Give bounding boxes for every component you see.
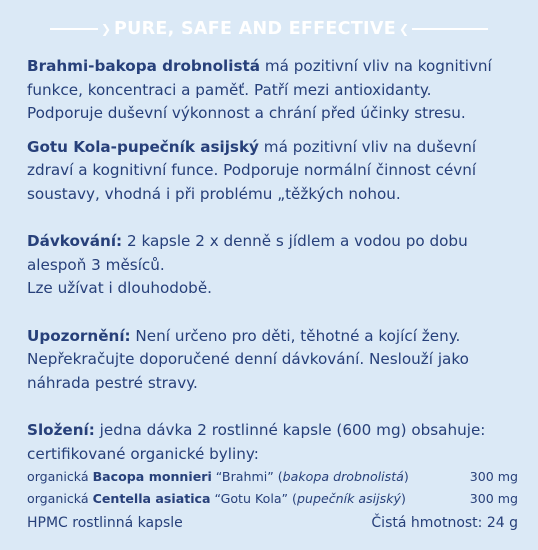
capsule-type: HPMC rostlinná kapsle bbox=[27, 515, 183, 531]
ingredient-local: bakopa drobnolistá bbox=[282, 469, 404, 484]
dosage-text-2: alespoň 3 měsíců. bbox=[27, 255, 165, 274]
dosage-text-1: 2 kapsle 2 x denně s jídlem a vodou po dobu bbox=[122, 232, 468, 250]
brahmi-name: Brahmi-bakopa drobnolistá bbox=[27, 57, 260, 75]
dosage-paragraph bbox=[27, 230, 527, 301]
section-header bbox=[0, 12, 538, 46]
composition-label: Složení: bbox=[27, 421, 95, 439]
page-title: PURE, SAFE AND EFFECTIVE bbox=[114, 19, 396, 39]
warning-label: Upozornění: bbox=[27, 326, 131, 345]
gotu-name: Gotu Kola-pupečník asijský bbox=[27, 137, 259, 156]
ingredient-latin: Bacopa monnieri bbox=[92, 469, 212, 484]
net-weight: Čistá hmotnost: 24 g bbox=[371, 515, 518, 531]
ingredient-prefix: organická bbox=[27, 469, 93, 484]
ingredient-close: ) bbox=[403, 469, 409, 484]
label-footer bbox=[27, 513, 518, 533]
header-rule-right bbox=[412, 28, 488, 30]
gotu-text-2: zdraví a kognitivní funce. Podporuje normální činnost cévní bbox=[27, 161, 477, 179]
chevron-left-icon: ❮ bbox=[398, 22, 410, 36]
gotu-paragraph bbox=[27, 136, 527, 207]
ingredient-row bbox=[27, 488, 518, 510]
ingredient-trade: “Brahmi” ( bbox=[211, 469, 283, 484]
ingredient-close: ) bbox=[401, 491, 406, 506]
gotu-text-1: má pozitivní vliv na duševní bbox=[258, 137, 477, 156]
composition-text-2: certifikované organické byliny: bbox=[27, 444, 259, 463]
brahmi-text-2: funkce, koncentraci a paměť. Patří mezi antioxidanty. bbox=[27, 80, 432, 99]
chevron-right-icon: ❯ bbox=[100, 22, 111, 36]
brahmi-text-1: má pozitivní vliv na kognitivní bbox=[260, 57, 492, 75]
warning-text-1: Není určeno pro děti, těhotné a kojící ženy. bbox=[130, 326, 461, 345]
brahmi-paragraph bbox=[27, 55, 527, 126]
composition-text-1: jedna dávka 2 rostlinné kapsle (600 mg) obsahuje: bbox=[94, 421, 486, 439]
ingredient-prefix: organická bbox=[27, 491, 93, 506]
header-rule-left bbox=[50, 28, 98, 30]
ingredient-latin: Centella asiatica bbox=[92, 491, 211, 506]
warning-paragraph bbox=[27, 325, 527, 396]
composition-paragraph bbox=[27, 419, 527, 510]
ingredient-amount: 300 mg bbox=[469, 469, 518, 484]
warning-text-3: náhrada pestré stravy. bbox=[27, 373, 198, 392]
dosage-text-3: Lze užívat i dlouhodobě. bbox=[27, 279, 212, 297]
dosage-label: Dávkování: bbox=[27, 232, 123, 250]
warning-text-2: Nepřekračujte doporučené denní dávkování. Neslouží jako bbox=[27, 350, 469, 368]
label-content bbox=[27, 55, 527, 510]
ingredient-local: pupečník asijský bbox=[296, 491, 401, 506]
ingredient-row bbox=[27, 466, 518, 488]
ingredient-amount: 300 mg bbox=[469, 491, 518, 506]
ingredient-trade: “Gotu Kola” ( bbox=[210, 491, 297, 506]
gotu-text-3: soustavy, vhodná i při problému „těžkých nohou. bbox=[27, 184, 401, 203]
brahmi-text-3: Podporuje duševní výkonnost a chrání před účinky stresu. bbox=[27, 104, 466, 122]
